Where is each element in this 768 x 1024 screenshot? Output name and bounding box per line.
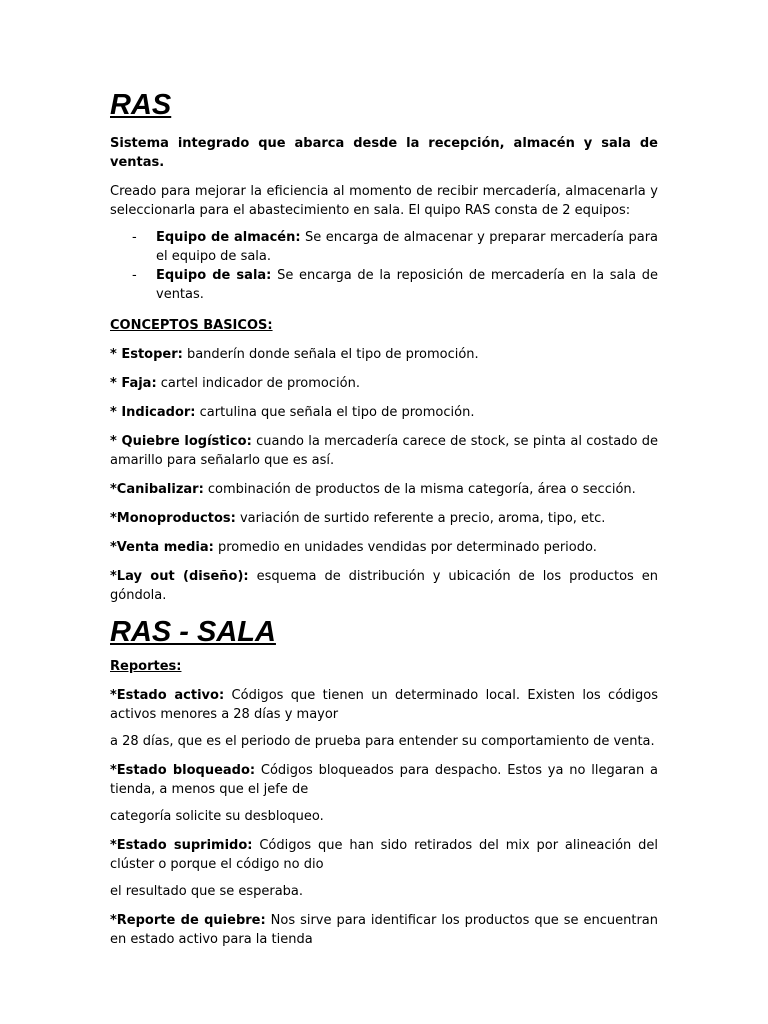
list-item bbox=[110, 266, 658, 304]
term-description: Nos sirve para identificar los productos que se encuentran en estado activo para la tienda bbox=[110, 913, 659, 947]
concept-item bbox=[110, 345, 658, 364]
intro-paragraph: Creado para mejorar la eficiencia al momento de recibir mercadería, almacenarla y seleccionarla para el abastecimiento en sala. El quipo RAS consta de 2 equipos: bbox=[110, 184, 658, 218]
term-label: *Monoproductos: bbox=[110, 511, 236, 526]
term-label: *Estado bloqueado: bbox=[110, 763, 256, 778]
term-label: *Canibalizar: bbox=[110, 482, 204, 497]
term-label: *Reporte de quiebre: bbox=[110, 913, 266, 928]
dash-marker: - bbox=[132, 268, 137, 283]
term-description: esquema de distribución y ubicación de los productos en góndola. bbox=[110, 569, 658, 603]
term-description: cartel indicador de promoción. bbox=[156, 376, 360, 391]
concept-item bbox=[110, 432, 658, 470]
term-label: *Estado activo: bbox=[110, 688, 225, 703]
report-continuation: categoría solicite su desbloqueo. bbox=[110, 809, 324, 824]
term-label: *Venta media: bbox=[110, 540, 214, 555]
report-continuation: el resultado que se esperaba. bbox=[110, 884, 304, 899]
reportes-heading: Reportes: bbox=[110, 659, 182, 674]
term-label: * Quiebre logístico: bbox=[110, 434, 252, 449]
report-item bbox=[110, 761, 658, 799]
report-continuation: a 28 días, que es el periodo de prueba para entender su comportamiento de venta. bbox=[110, 734, 655, 749]
report-item bbox=[110, 836, 658, 874]
document-subtitle: Sistema integrado que abarca desde la recepción, almacén y sala de ventas. bbox=[110, 136, 658, 170]
concept-item bbox=[110, 538, 658, 557]
term-description: banderín donde señala el tipo de promoción. bbox=[182, 347, 479, 362]
term-label: * Faja: bbox=[110, 376, 157, 391]
term-description: cartulina que señala el tipo de promoción. bbox=[195, 405, 475, 420]
term-description: Códigos que han sido retirados del mix por alineación del clúster o porque el código no dio bbox=[110, 838, 658, 872]
concept-item bbox=[110, 509, 658, 528]
document-page bbox=[110, 88, 658, 959]
term-description: variación de surtido referente a precio, aroma, tipo, etc. bbox=[235, 511, 606, 526]
equipos-list bbox=[110, 228, 658, 304]
term-label: * Indicador: bbox=[110, 405, 196, 420]
term-label: Equipo de almacén: bbox=[156, 230, 301, 245]
term-label: *Lay out (diseño): bbox=[110, 569, 249, 584]
report-item bbox=[110, 911, 658, 949]
term-description: cuando la mercadería carece de stock, se pinta al costado de amarillo para señalarlo que es así. bbox=[110, 434, 659, 468]
report-item bbox=[110, 686, 658, 724]
concept-item bbox=[110, 480, 658, 499]
term-label: *Estado suprimido: bbox=[110, 838, 253, 853]
concept-item bbox=[110, 374, 658, 393]
section-title-ras-sala: RAS - SALA bbox=[110, 616, 276, 648]
concept-item bbox=[110, 567, 658, 605]
term-description: promedio en unidades vendidas por determinado periodo. bbox=[213, 540, 597, 555]
term-description: Códigos que tienen un determinado local. Existen los códigos activos menores a 28 días y mayor bbox=[110, 688, 659, 722]
term-description: combinación de productos de la misma categoría, área o sección. bbox=[203, 482, 636, 497]
dash-marker: - bbox=[132, 230, 137, 245]
term-description: Códigos bloqueados para despacho. Estos ya no llegaran a tienda, a menos que el jefe de bbox=[110, 763, 658, 797]
term-description: Se encarga de almacenar y preparar mercadería para el equipo de sala. bbox=[156, 230, 658, 264]
term-label: * Estoper: bbox=[110, 347, 183, 362]
document-title: RAS bbox=[110, 89, 172, 121]
list-item bbox=[110, 228, 658, 266]
concept-item bbox=[110, 403, 658, 422]
conceptos-heading: CONCEPTOS BASICOS: bbox=[110, 318, 273, 333]
term-description: Se encarga de la reposición de mercadería en la sala de ventas. bbox=[156, 268, 658, 302]
term-label: Equipo de sala: bbox=[156, 268, 272, 283]
